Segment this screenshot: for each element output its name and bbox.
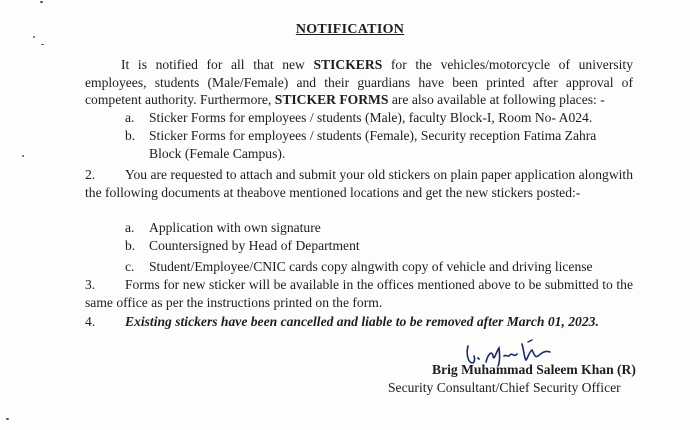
list-item-text: Countersigned by Head of Department [149, 238, 360, 253]
page-title: NOTIFICATION [295, 22, 405, 37]
intro-text: are also available at following places: - [388, 92, 605, 107]
point-number: 3. [85, 277, 96, 292]
list-marker: b. [125, 128, 136, 143]
point-text: You are requested to attach and submit your old stickers on plain paper application alongwith the following documents at theabove mentioned locations and get the new stickers posted:- [85, 167, 633, 200]
intro-text: It is notified for all that new [121, 57, 314, 72]
signatory-designation: Security Consultant/Chief Security Officer [388, 380, 621, 395]
list-item-text: Sticker Forms for employees / students (Female), Security reception Fatima Zahra [149, 128, 597, 143]
point-4 [85, 313, 633, 331]
list-item-text: Sticker Forms for employees / students (Male), faculty Block-I, Room No- A024. [149, 110, 593, 125]
point-2 [85, 166, 633, 201]
scan-speck [22, 155, 24, 157]
point-number: 2. [85, 167, 96, 182]
list-item-text: Student/Employee/CNIC cards copy alngwith copy of vehicle and driving license [149, 259, 593, 274]
signatory-name: Brig Muhammad Saleem Khan (R) [432, 362, 636, 377]
scan-speck [40, 1, 43, 3]
list-marker: c. [125, 259, 135, 274]
scan-speck [6, 418, 9, 420]
place-item-b [125, 127, 645, 163]
list-item-text: Application with own signature [149, 220, 321, 235]
intro-text: for the vehicles/motorcycle of university employees, students (Male/Female) and their guardians have been printed after approval of competent authority. Furthermore, [85, 57, 633, 107]
point-text: Existing stickers have been cancelled and liable to be removed after March 01, 2023. [125, 314, 599, 329]
scan-speck [41, 44, 44, 45]
point-text: Forms for new sticker will be available in the offices mentioned above to be submitted to the same office as per the instructions printed on the form. [85, 277, 633, 310]
list-marker: a. [125, 220, 135, 235]
list-item-text: Block (Female Campus). [149, 146, 286, 161]
list-marker: b. [125, 238, 136, 253]
point-number: 4. [85, 314, 96, 329]
list-marker: a. [125, 110, 135, 125]
intro-paragraph [85, 56, 633, 109]
intro-bold-stickers: STICKERS [313, 57, 383, 72]
intro-bold-sticker-forms: STICKER FORMS [274, 92, 389, 107]
point-3 [85, 276, 633, 311]
